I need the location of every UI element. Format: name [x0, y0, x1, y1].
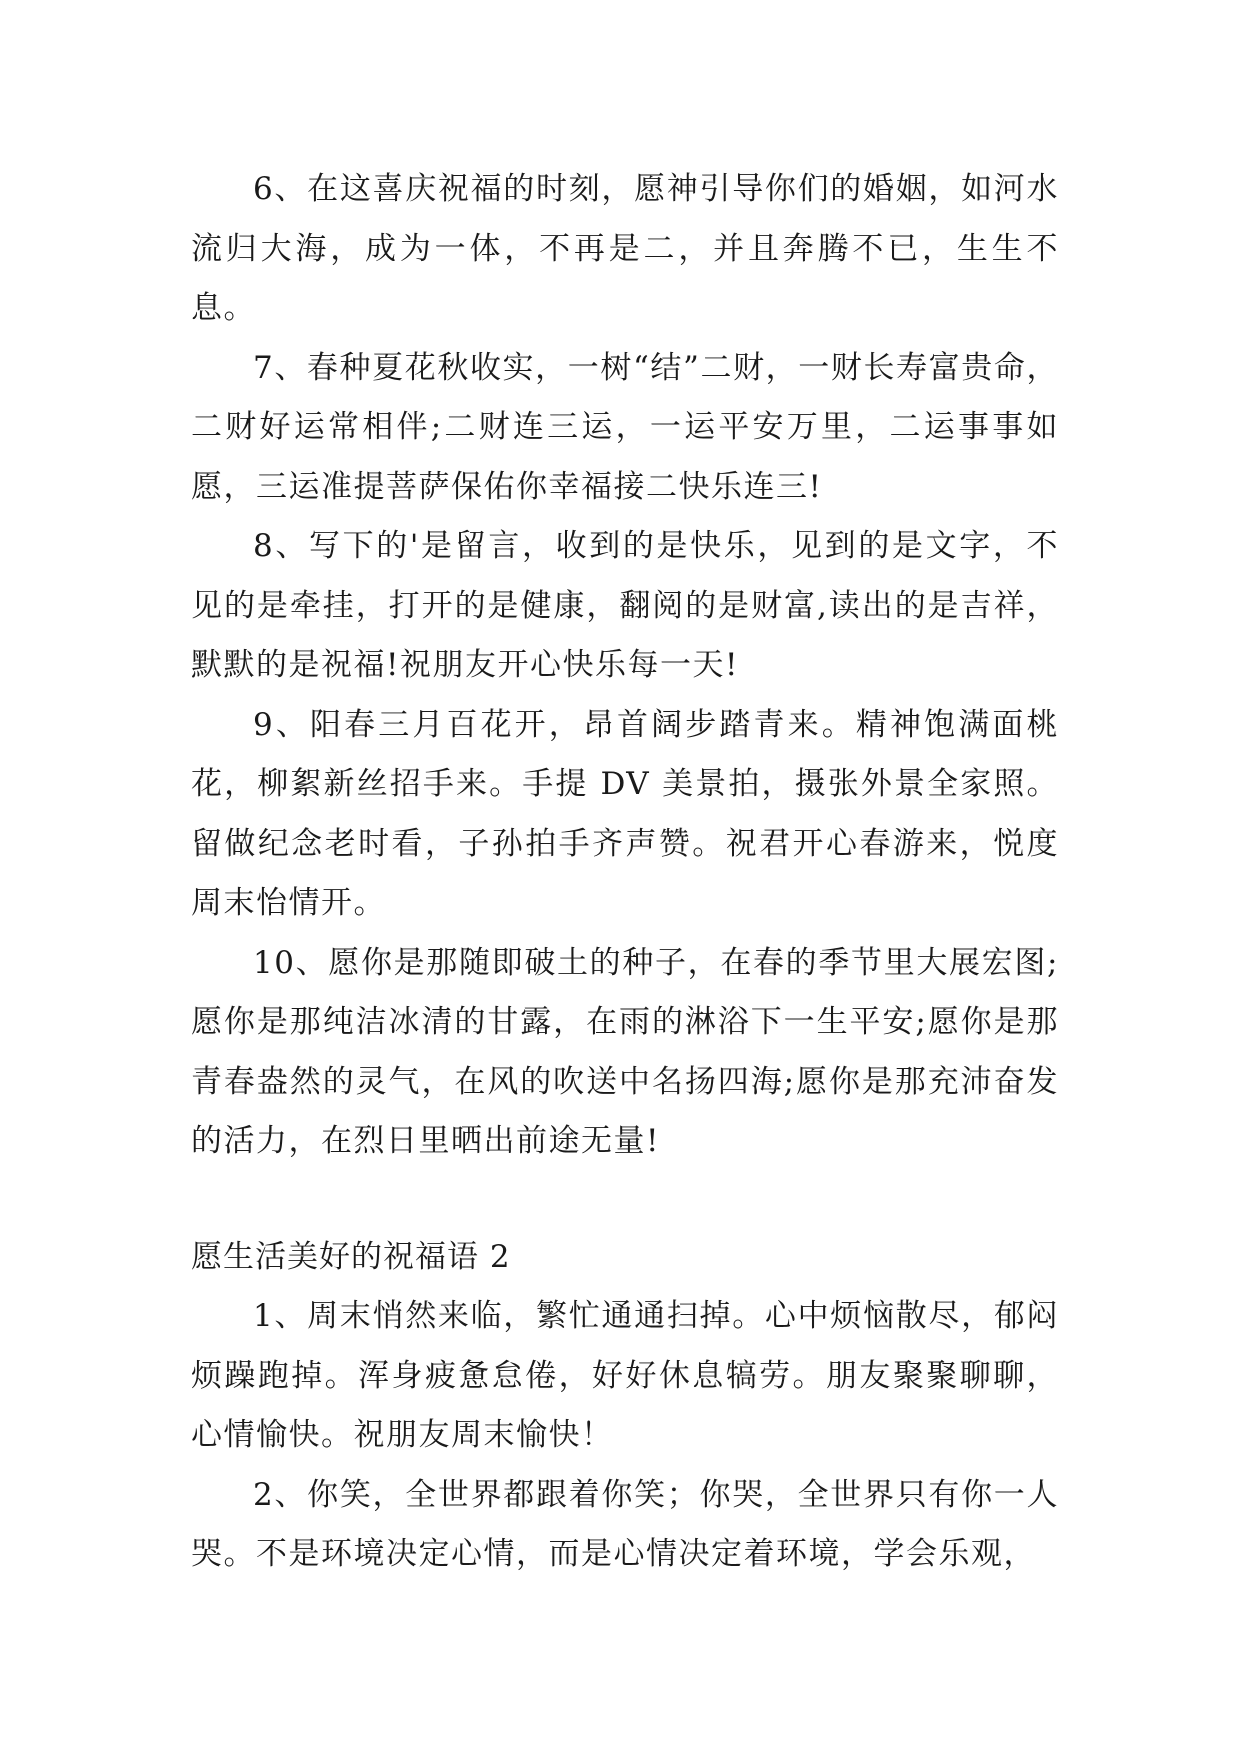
section-spacer: [191, 1172, 1059, 1228]
paragraph-item-9: 9、阳春三月百花开，昂首阔步踏青来。精神饱满面桃花，柳絮新丝招手来。手提 DV 美景拍，摄张外景全家照。留做纪念老时看，子孙拍手齐声赞。祝君开心春游来，悦度周末怡情开。: [191, 706, 1059, 921]
section-heading: 愿生活美好的祝福语 2: [191, 1238, 511, 1275]
paragraph-item-6: 6、在这喜庆祝福的时刻，愿神引导你们的婚姻，如河水流归大海，成为一体，不再是二，并且奔腾不已，生生不息。: [191, 171, 1059, 326]
document-body: [191, 160, 1059, 1585]
paragraph-item-1: 1、周末悄然来临，繁忙通通扫掉。心中烦恼散尽，郁闷烦躁跑掉。浑身疲惫怠倦，好好休息犒劳。朋友聚聚聊聊，心情愉快。祝朋友周末愉快！: [191, 1298, 1059, 1453]
paragraph-item-8: 8、写下的'是留言，收到的是快乐，见到的是文字，不见的是牵挂，打开的是健康，翻阅的是财富,读出的是吉祥，默默的是祝福!祝朋友开心快乐每一天!: [191, 528, 1059, 683]
paragraph-item-10: 10、愿你是那随即破土的种子，在春的季节里大展宏图;愿你是那纯洁冰清的甘露，在雨的淋浴下一生平安;愿你是那青春盎然的灵气，在风的吹送中名扬四海;愿你是那充沛奋发的活力，在烈日里晒出前途无量!: [191, 944, 1059, 1159]
paragraph-item-7: 7、春种夏花秋收实，一树“结”二财，一财长寿富贵命，二财好运常相伴;二财连三运，一运平安万里，二运事事如愿，三运准提菩萨保佑你幸福接二快乐连三!: [191, 349, 1059, 505]
paragraph-item-2: 2、你笑，全世界都跟着你笑；你哭，全世界只有你一人哭。不是环境决定心情，而是心情决定着环境，学会乐观，: [191, 1476, 1059, 1572]
